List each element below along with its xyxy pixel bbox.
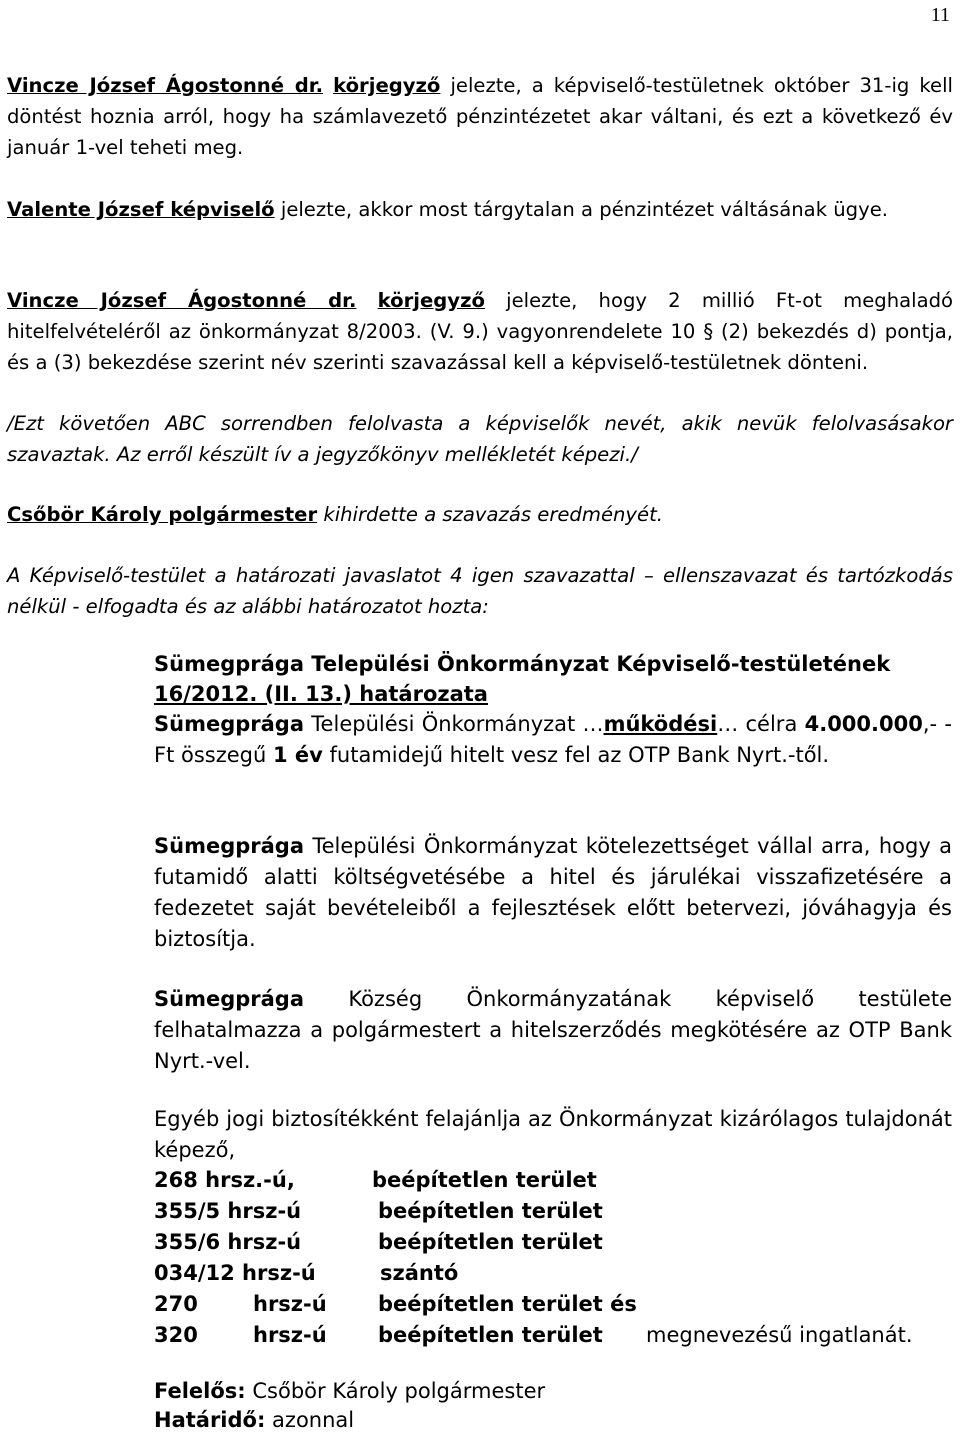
speaker-role: körjegyző [333,74,441,97]
text: futamidejű hitelt vesz fel az OTP Bank Nyrt.-től. [322,743,830,767]
land-type: beépítetlen terület [372,1168,597,1192]
loan-amount: 4.000.000 [804,712,923,736]
dash: – [643,564,654,587]
resolution-number: 16/2012. (II. 13.) határozata [154,682,488,706]
text: ,- -Ft összegű [154,712,952,767]
speaker-name: Vincze József Ágostonné dr. [7,74,324,97]
land-type: beépítetlen terület [378,1323,603,1347]
speaker-name: Valente József képviselő [7,198,275,221]
paragraph-text: kihirdette a szavazás eredményét. [317,503,663,526]
parcel-number: 320 [154,1323,198,1347]
land-type: beépítetlen terület és [378,1292,637,1316]
paragraph-text: A Képviselő-testület a határozati javaslatot 4 igen szavazattal [7,564,644,587]
parcel-number: 270 [154,1292,198,1316]
text: … célra [717,712,805,736]
responsible-line [154,1376,952,1407]
page-number: 11 [930,4,950,26]
paragraph-text: jelezte, hogy 2 millió Ft-ot meghaladó hitelfelvételéről az önkormányzat 8/2003. (V. 9.) vagyonrendelete 10 [7,289,954,343]
resolution-title-line2 [154,679,952,710]
land-type: beépítetlen terület [378,1199,603,1223]
property-description: megnevezésű ingatlanát. [646,1323,913,1347]
parcel-number: 355/6 hrsz-ú [154,1230,302,1254]
paragraph-clerk-loan-rule [7,285,953,378]
municipality-name: Sümegprága [154,987,304,1011]
resolution-title-line1: Sümegprága Települési Önkormányzat Képviselő-testületének [154,652,891,676]
parcel-suffix: hrsz-ú [253,1292,327,1316]
resolution-paragraph-collateral: Egyéb jogi biztosítékként felajánlja az Önkormányzat kizárólagos tulajdonát képező, [154,1107,952,1162]
resolution-paragraph-loan [154,709,952,771]
deadline-label: Határidő: [154,1408,266,1432]
text: Község Önkormányzatának képviselő testülete felhatalmazza a polgármestert a hitelszerződés megkötésére az OTP Bank Nyrt.-vel. [154,987,952,1073]
parcel-suffix: hrsz-ú [253,1323,327,1347]
parcel-number: 268 hrsz.-ú, [154,1168,295,1192]
resolution-paragraph-authorization [154,984,952,1077]
paragraph-mayor-announcement [7,499,953,530]
paragraph-text: ellenszavazat és tartózkodás nélkül - elfogadta és az alábbi határozatot hozta: [7,564,953,618]
speaker-role: körjegyző [377,289,485,312]
paragraph-text: jelezte, akkor most tárgytalan a pénzintézet váltásának ügye. [274,198,888,221]
deadline-value: azonnal [265,1408,355,1432]
section-sign: § [703,320,714,343]
parcel-number: 355/5 hrsz-ú [154,1199,302,1223]
loan-term: 1 év [272,743,323,767]
municipality-name: Sümegprága [154,712,304,736]
speaker-name: Vincze József Ágostonné dr. [7,289,357,312]
purpose: működési [603,712,718,736]
deadline-line [154,1405,952,1436]
paragraph-text: jelezte, a képviselő-testületnek október 31-ig kell döntést hoznia arról, hogy ha számlavezető pénzintézetet akar váltani, és ezt a következő év január 1-vel teheti meg. [7,74,953,159]
parcel-number: 034/12 hrsz-ú [154,1261,316,1285]
paragraph-valente [7,194,953,225]
responsible-value: Csőbör Károly polgármester [245,1379,546,1403]
paragraph-text: (2) bekezdés d) pontja, és a (3) bekezdése szerint név szerinti szavazással kell a képviselő-testületnek dönteni. [7,320,953,374]
land-type: beépítetlen terület [378,1230,603,1254]
text: Települési Önkormányzat kötelezettséget vállal arra, hogy a futamidő alatti költségvetésébe a hitel és járulékai visszafizetésére a fedezetet saját bevételeiből a fejlesztések előtt betervezi, jóváhagyja és biztosítja. [154,834,952,951]
land-type: szántó [380,1261,459,1285]
responsible-label: Felelős: [154,1379,246,1403]
paragraph-clerk-deadline [7,70,953,163]
municipality-name: Sümegprága [154,834,304,858]
paragraph-roll-call-note: /Ezt követően ABC sorrendben felolvasta a képviselők nevét, akik nevük felolvasásakor szavaztak. Az erről készült ív a jegyzőkönyv mellékletét képezi./ [7,412,953,466]
text: Települési Önkormányzat … [304,712,604,736]
speaker-name: Csőbör Károly polgármester [7,503,318,526]
paragraph-vote-result [7,560,953,622]
resolution-paragraph-obligation [154,831,952,955]
